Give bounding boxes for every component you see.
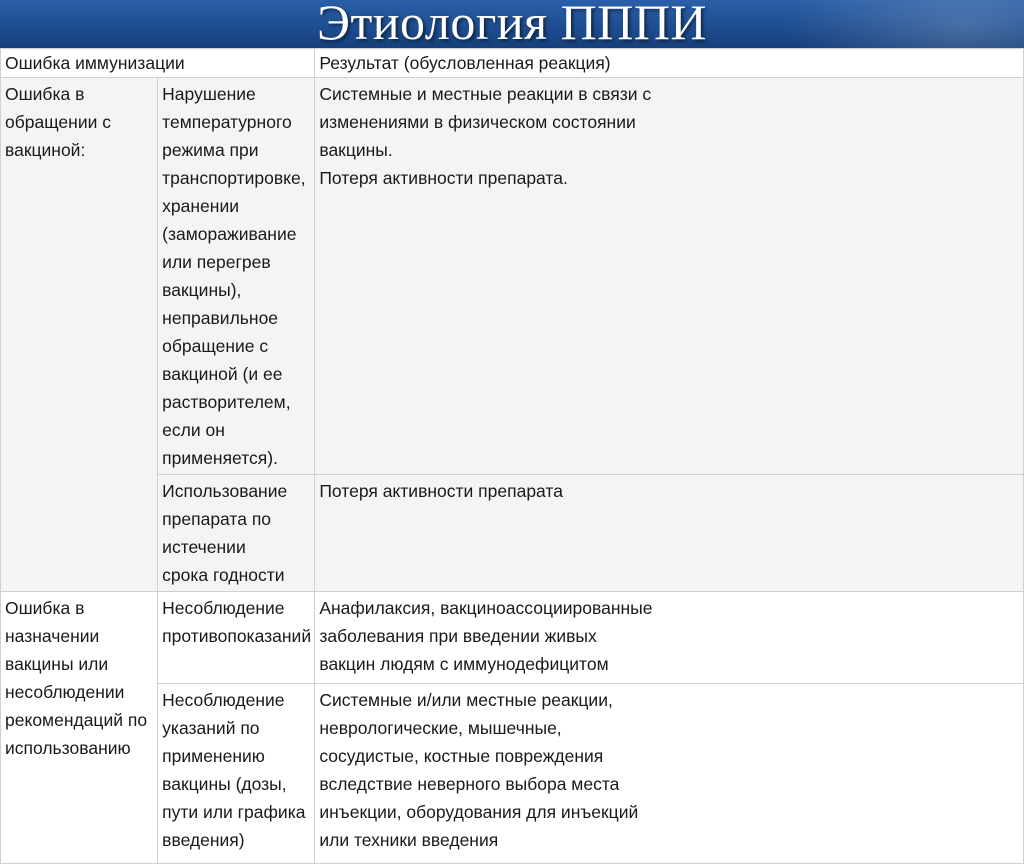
result-cell: Системные и местные реакции в связи с изменениями в физическом состоянии вакцины. Потеря активности препарата. [315, 78, 1024, 475]
header-result: Результат (обусловленная реакция) [315, 49, 1024, 78]
category-cell: Ошибка в обращении с вакциной: [1, 78, 158, 592]
header-error-type: Ошибка иммунизации [1, 49, 315, 78]
table-header-row [1, 49, 1024, 78]
result-cell: Потеря активности препарата [315, 475, 1024, 592]
cause-cell: Нарушение температурного режима при транспортировке, хранении (замораживание или перегрев вакцины), неправильное обращение с вакциной (и ее растворителем, если он применяется). [158, 78, 315, 475]
cause-cell: Несоблюдение указаний по применению вакцины (дозы, пути или графика введения) [158, 684, 315, 864]
result-cell: Системные и/или местные реакции, неврологические, мышечные, сосудистые, костные повреждения вследствие неверного выбора места инъекции, оборудования для инъекций или техники введения [315, 684, 1024, 864]
table-row [1, 592, 1024, 684]
cause-cell: Использование препарата по истечении срока годности [158, 475, 315, 592]
result-cell: Анафилаксия, вакциноассоциированные заболевания при введении живых вакцин людям с иммунодефицитом [315, 592, 1024, 684]
table-row [1, 78, 1024, 475]
category-cell: Ошибка в назначении вакцины или несоблюдении рекомендаций по использованию [1, 592, 158, 864]
slide-title: Этиология ПППИ [316, 0, 708, 48]
cause-cell: Несоблюдение противопоказаний [158, 592, 315, 684]
title-bar [0, 0, 1024, 48]
etiology-table [0, 48, 1024, 864]
